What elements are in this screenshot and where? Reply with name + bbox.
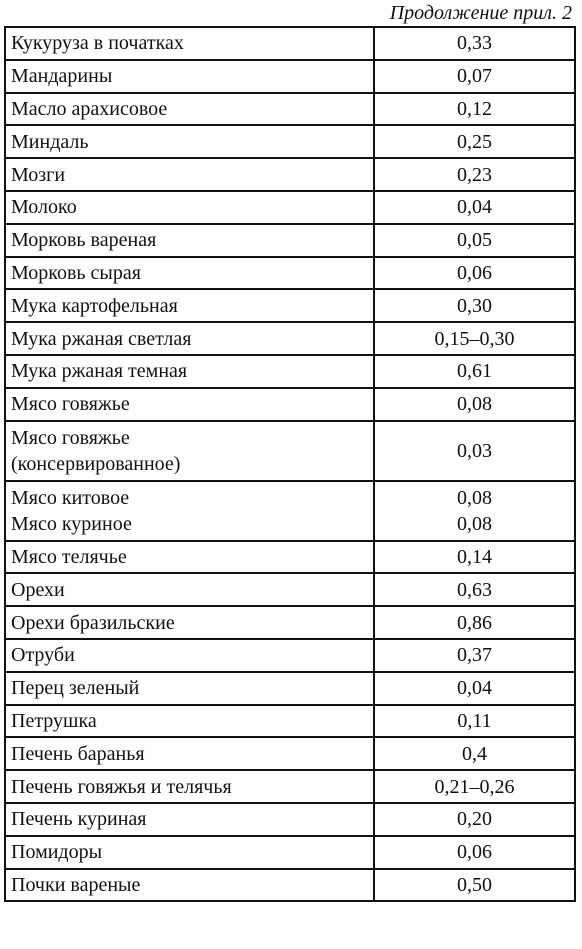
product-value: 0,08 <box>457 393 492 416</box>
value-cell <box>374 93 575 126</box>
product-name: Печень куриная <box>11 808 147 831</box>
product-value: 0,61 <box>457 360 492 383</box>
value-cell <box>374 705 575 738</box>
product-name: Печень говяжья и телячья <box>11 775 232 798</box>
product-name-cell <box>5 421 374 481</box>
product-name-cell <box>5 322 374 355</box>
table-row <box>5 606 575 639</box>
value-cell <box>374 737 575 770</box>
table-row <box>5 737 575 770</box>
value-cell <box>374 27 575 60</box>
value-cell <box>374 191 575 224</box>
product-name-cell <box>5 388 374 421</box>
table-row <box>5 322 575 355</box>
table-row <box>5 481 575 541</box>
product-name-cell <box>5 639 374 672</box>
product-name: Морковь сырая <box>11 261 141 284</box>
value-cell <box>374 481 575 541</box>
table-row <box>5 573 575 606</box>
value-cell <box>374 158 575 191</box>
product-name: Мясо говяжье <box>11 393 130 416</box>
table-row <box>5 125 575 158</box>
table-row <box>5 27 575 60</box>
product-value: 0,06 <box>457 841 492 864</box>
product-name-cell <box>5 125 374 158</box>
product-name: Почки вареные <box>11 873 141 896</box>
value-cell <box>374 289 575 322</box>
product-name-cell <box>5 60 374 93</box>
product-name: Кукуруза в початках <box>11 32 184 55</box>
table-row <box>5 836 575 869</box>
product-value: 0,04 <box>457 196 492 219</box>
product-value: 0,86 <box>457 611 492 634</box>
data-table <box>4 26 576 902</box>
table-row <box>5 421 575 481</box>
product-name: Мясо говяжье <box>11 426 130 449</box>
product-name: Мясо китовое <box>11 486 130 509</box>
table-row <box>5 388 575 421</box>
table-row <box>5 639 575 672</box>
table-row <box>5 869 575 902</box>
table-row <box>5 355 575 388</box>
value-cell <box>374 639 575 672</box>
product-value: 0,05 <box>457 229 492 252</box>
table-row <box>5 705 575 738</box>
table-caption: Продолжение прил. 2 <box>389 2 572 24</box>
value-cell <box>374 224 575 257</box>
product-value: 0,03 <box>457 439 492 462</box>
product-name-cell <box>5 93 374 126</box>
value-cell <box>374 322 575 355</box>
product-name: Орехи бразильские <box>11 611 175 634</box>
table-row <box>5 60 575 93</box>
product-name: Перец зеленый <box>11 677 140 700</box>
product-value: 0,25 <box>457 130 492 153</box>
product-name-cell <box>5 257 374 290</box>
table-row <box>5 541 575 574</box>
product-name: Морковь вареная <box>11 229 157 252</box>
product-name-cell <box>5 541 374 574</box>
product-value: 0,07 <box>457 65 492 88</box>
table-row <box>5 672 575 705</box>
value-cell <box>374 573 575 606</box>
table-row <box>5 770 575 803</box>
product-name-cell <box>5 355 374 388</box>
product-name: Орехи <box>11 578 65 601</box>
value-cell <box>374 672 575 705</box>
product-value: 0,63 <box>457 578 492 601</box>
product-name-cell <box>5 770 374 803</box>
product-name-cell <box>5 737 374 770</box>
table-row <box>5 289 575 322</box>
value-cell <box>374 125 575 158</box>
value-cell <box>374 869 575 902</box>
table-row <box>5 93 575 126</box>
product-name-cell <box>5 481 374 541</box>
product-name-cell <box>5 606 374 639</box>
product-name: Печень баранья <box>11 742 145 765</box>
product-value: 0,21–0,26 <box>434 775 515 798</box>
product-value: 0,14 <box>457 545 492 568</box>
product-name-cell <box>5 27 374 60</box>
product-value: 0,06 <box>457 261 492 284</box>
product-value: 0,15–0,30 <box>434 327 515 350</box>
table-row <box>5 257 575 290</box>
table-row <box>5 224 575 257</box>
product-value: 0,12 <box>457 97 492 120</box>
value-cell <box>374 541 575 574</box>
table-row <box>5 191 575 224</box>
product-name: Мандарины <box>11 65 113 88</box>
product-name: Миндаль <box>11 130 89 153</box>
product-value: 0,50 <box>457 873 492 896</box>
product-name: Петрушка <box>11 709 97 732</box>
product-name: Помидоры <box>11 841 103 864</box>
value-cell <box>374 421 575 481</box>
product-name-cell <box>5 869 374 902</box>
product-value: 0,4 <box>462 742 487 765</box>
product-name: Мясо куриное <box>11 512 132 535</box>
product-name: Масло арахисовое <box>11 97 168 120</box>
product-name-cell <box>5 803 374 836</box>
value-cell <box>374 836 575 869</box>
product-name: (консервированное) <box>11 452 181 475</box>
value-cell <box>374 355 575 388</box>
product-name: Мясо телячье <box>11 545 127 568</box>
product-name: Молоко <box>11 196 77 219</box>
product-name-cell <box>5 836 374 869</box>
product-value: 0,11 <box>457 709 492 732</box>
product-name: Мука картофельная <box>11 294 178 317</box>
table-row <box>5 158 575 191</box>
value-cell <box>374 803 575 836</box>
product-value: 0,23 <box>457 163 492 186</box>
product-name-cell <box>5 705 374 738</box>
value-cell <box>374 606 575 639</box>
product-name: Мука ржаная светлая <box>11 327 192 350</box>
product-value: 0,08 <box>457 486 492 509</box>
product-value: 0,30 <box>457 294 492 317</box>
table-body <box>5 27 575 901</box>
table-row <box>5 803 575 836</box>
value-cell <box>374 770 575 803</box>
product-name-cell <box>5 224 374 257</box>
product-value: 0,08 <box>457 512 492 535</box>
product-name: Отруби <box>11 644 75 667</box>
value-cell <box>374 257 575 290</box>
product-value: 0,04 <box>457 677 492 700</box>
product-name: Мука ржаная темная <box>11 360 188 383</box>
product-name-cell <box>5 672 374 705</box>
product-value: 0,37 <box>457 644 492 667</box>
product-name: Мозги <box>11 163 66 186</box>
product-name-cell <box>5 289 374 322</box>
product-value: 0,20 <box>457 808 492 831</box>
product-name-cell <box>5 191 374 224</box>
product-value: 0,33 <box>457 32 492 55</box>
product-name-cell <box>5 158 374 191</box>
value-cell <box>374 60 575 93</box>
product-name-cell <box>5 573 374 606</box>
value-cell <box>374 388 575 421</box>
